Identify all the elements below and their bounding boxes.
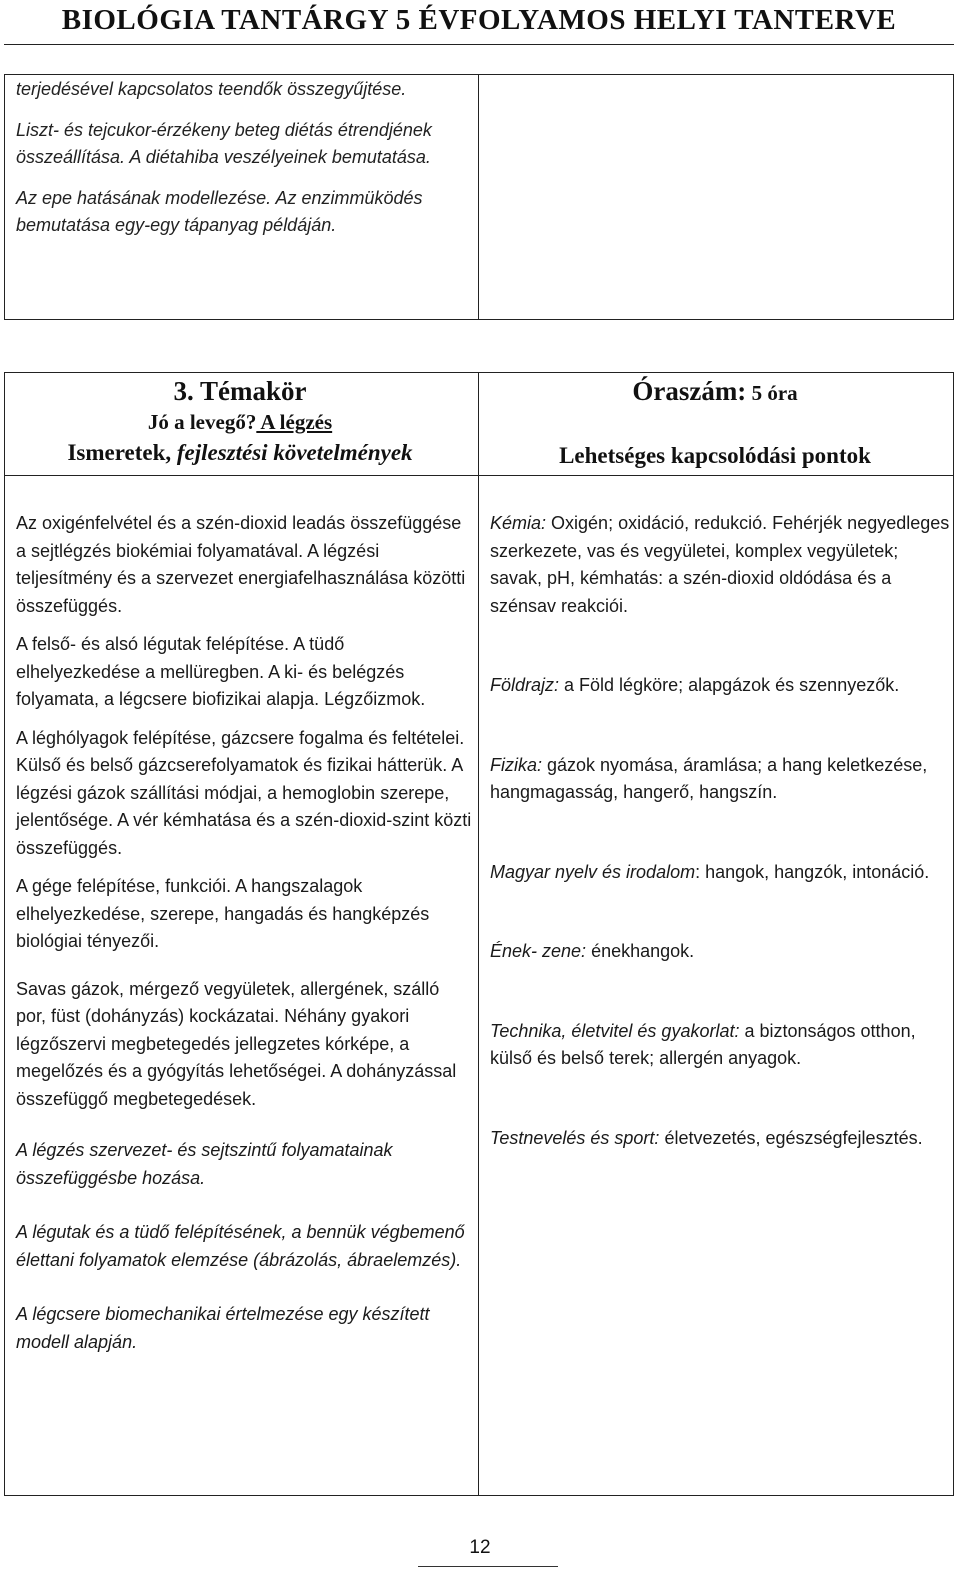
connection-subject: Technika, életvitel és gyakorlat: (490, 1020, 740, 1041)
top-paragraph-2: Liszt- és tejcukor-érzékeny beteg diétás étrendjének összeállítása. A diétahiba veszélyeinek bemutatása. (16, 119, 432, 167)
connection-subject: Ének- zene: (490, 941, 587, 961)
connection-subject: Fizika: (490, 754, 543, 775)
connection-text: a Föld légköre; alapgázok és szennyezők. (559, 675, 900, 695)
knowledge-cell (16, 510, 472, 1356)
knowledge-paragraph-5: Savas gázok, mérgező vegyületek, allergének, szálló por, füst (dohányzás) kockázatai. Néhány gyakori légzőszervi megbetegedés jellegzetes kórképe, a megelőzés és a gyógyítás lehetőségei. A dohányzással összefüggő megbetegedések. (16, 978, 457, 1109)
document-title: BIOLÓGIA TANTÁRGY 5 ÉVFOLYAMOS HELYI TANTERVE (61, 4, 897, 36)
connection-physics (490, 752, 950, 807)
left-column-header-italic: fejlesztési követelmények (176, 440, 413, 465)
connection-text: Oxigén; oxidáció, redukció. Fehérjék negyedleges szerkezete, vas és vegyületei, komplex vegyületek; savak, pH, kémhatás: a szén-dioxid oldódása és a szénsav reakciói. (490, 513, 950, 616)
hours (482, 374, 948, 413)
topic-column-divider (478, 372, 479, 1496)
knowledge-paragraph-2: A felső- és alsó légutak felépítése. A tüdő elhelyezkedése a mellüregben. A ki- és belégzés folyamata, a légcsere biofizikai alapja. Légzőizmok. (16, 634, 426, 709)
topic-title (8, 408, 472, 436)
connection-chemistry (490, 510, 950, 620)
connection-subject: Magyar nyelv és irodalom (490, 861, 696, 882)
topic-title-underlined: A légzés (256, 410, 333, 434)
knowledge-paragraph-4: A gége felépítése, funkciói. A hangszalagok elhelyezkedése, szerepe, hangadás és hangképzés biológiai tényezői. (16, 876, 430, 951)
connection-text: gázok nyomása, áramlása; a hang keletkezése, hangmagasság, hangerő, hangszín. (490, 754, 928, 802)
footer-rule (418, 1566, 558, 1567)
top-table-left-cell (16, 76, 466, 240)
topic-number: 3. Témakör (173, 376, 307, 406)
hours-value: 5 óra (746, 381, 798, 405)
connection-music (490, 938, 950, 966)
requirement-paragraph-3: A légcsere biomechanikai értelmezése egy készített modell alapján. (16, 1304, 430, 1352)
connection-technology (490, 1018, 950, 1073)
page-number: 12 (469, 1537, 491, 1558)
top-paragraph-3: Az epe hatásának modellezése. Az enzimmüködés bemutatása egy-egy tápanyag példáján. (16, 187, 423, 235)
connection-text: a biztonságos otthon, külső és belső terek; allergén anyagok. (490, 1020, 916, 1068)
connection-text: életvezetés, egészségfejlesztés. (659, 1127, 923, 1148)
connection-literature (490, 859, 950, 887)
right-column-header: Lehetséges kapcsolódási pontok (559, 443, 871, 468)
topic-title-plain: Jó a levegő? (147, 410, 257, 434)
connection-text: : hangok, hangzók, intonáció. (695, 861, 930, 882)
page-header (4, 0, 954, 45)
topic-header-left (8, 374, 472, 468)
top-paragraph-1: terjedésével kapcsolatos teendők összegyűjtése. (16, 79, 407, 99)
left-column-header (8, 438, 472, 468)
knowledge-paragraph-3: A léghólyagok felépítése, gázcsere fogalma és feltételei. Külső és belső gázcserefolyamatok és fizikai hátterük. A légzési gázok szállítási módjai, a hemoglobin szerepe, jelentősége. A vér kémhatása és a szén-dioxid-szint közti összefüggés. (16, 727, 472, 858)
knowledge-paragraph-1: Az oxigénfelvétel és a szén-dioxid leadás összefüggése a sejtlégzés biokémiai folyamatával. A légzési teljesítmény és a szervezet energiafelhasználása közötti összefüggés. (16, 513, 466, 616)
connection-geography (490, 672, 950, 700)
connection-subject: Testnevelés és sport: (490, 1127, 660, 1148)
topic-header-right (482, 374, 948, 471)
requirement-paragraph-1: A légzés szervezet- és sejtszintű folyamatainak összefüggésbe hozása. (16, 1140, 393, 1188)
connection-subject: Földrajz: (490, 675, 560, 695)
topic-header-divider (4, 475, 954, 476)
connection-text: énekhangok. (586, 941, 695, 961)
connections-cell (490, 510, 950, 1152)
left-column-header-plain: Ismeretek, (67, 440, 177, 465)
top-table-divider (478, 74, 479, 320)
connection-pe (490, 1125, 950, 1153)
hours-label: Óraszám: (632, 376, 747, 406)
requirement-paragraph-2: A légutak és a tüdő felépítésének, a bennük végbemenő élettani folyamatok elemzése (ábrázolás, ábraelemzés). (16, 1222, 465, 1270)
connection-subject: Kémia: (490, 513, 547, 533)
